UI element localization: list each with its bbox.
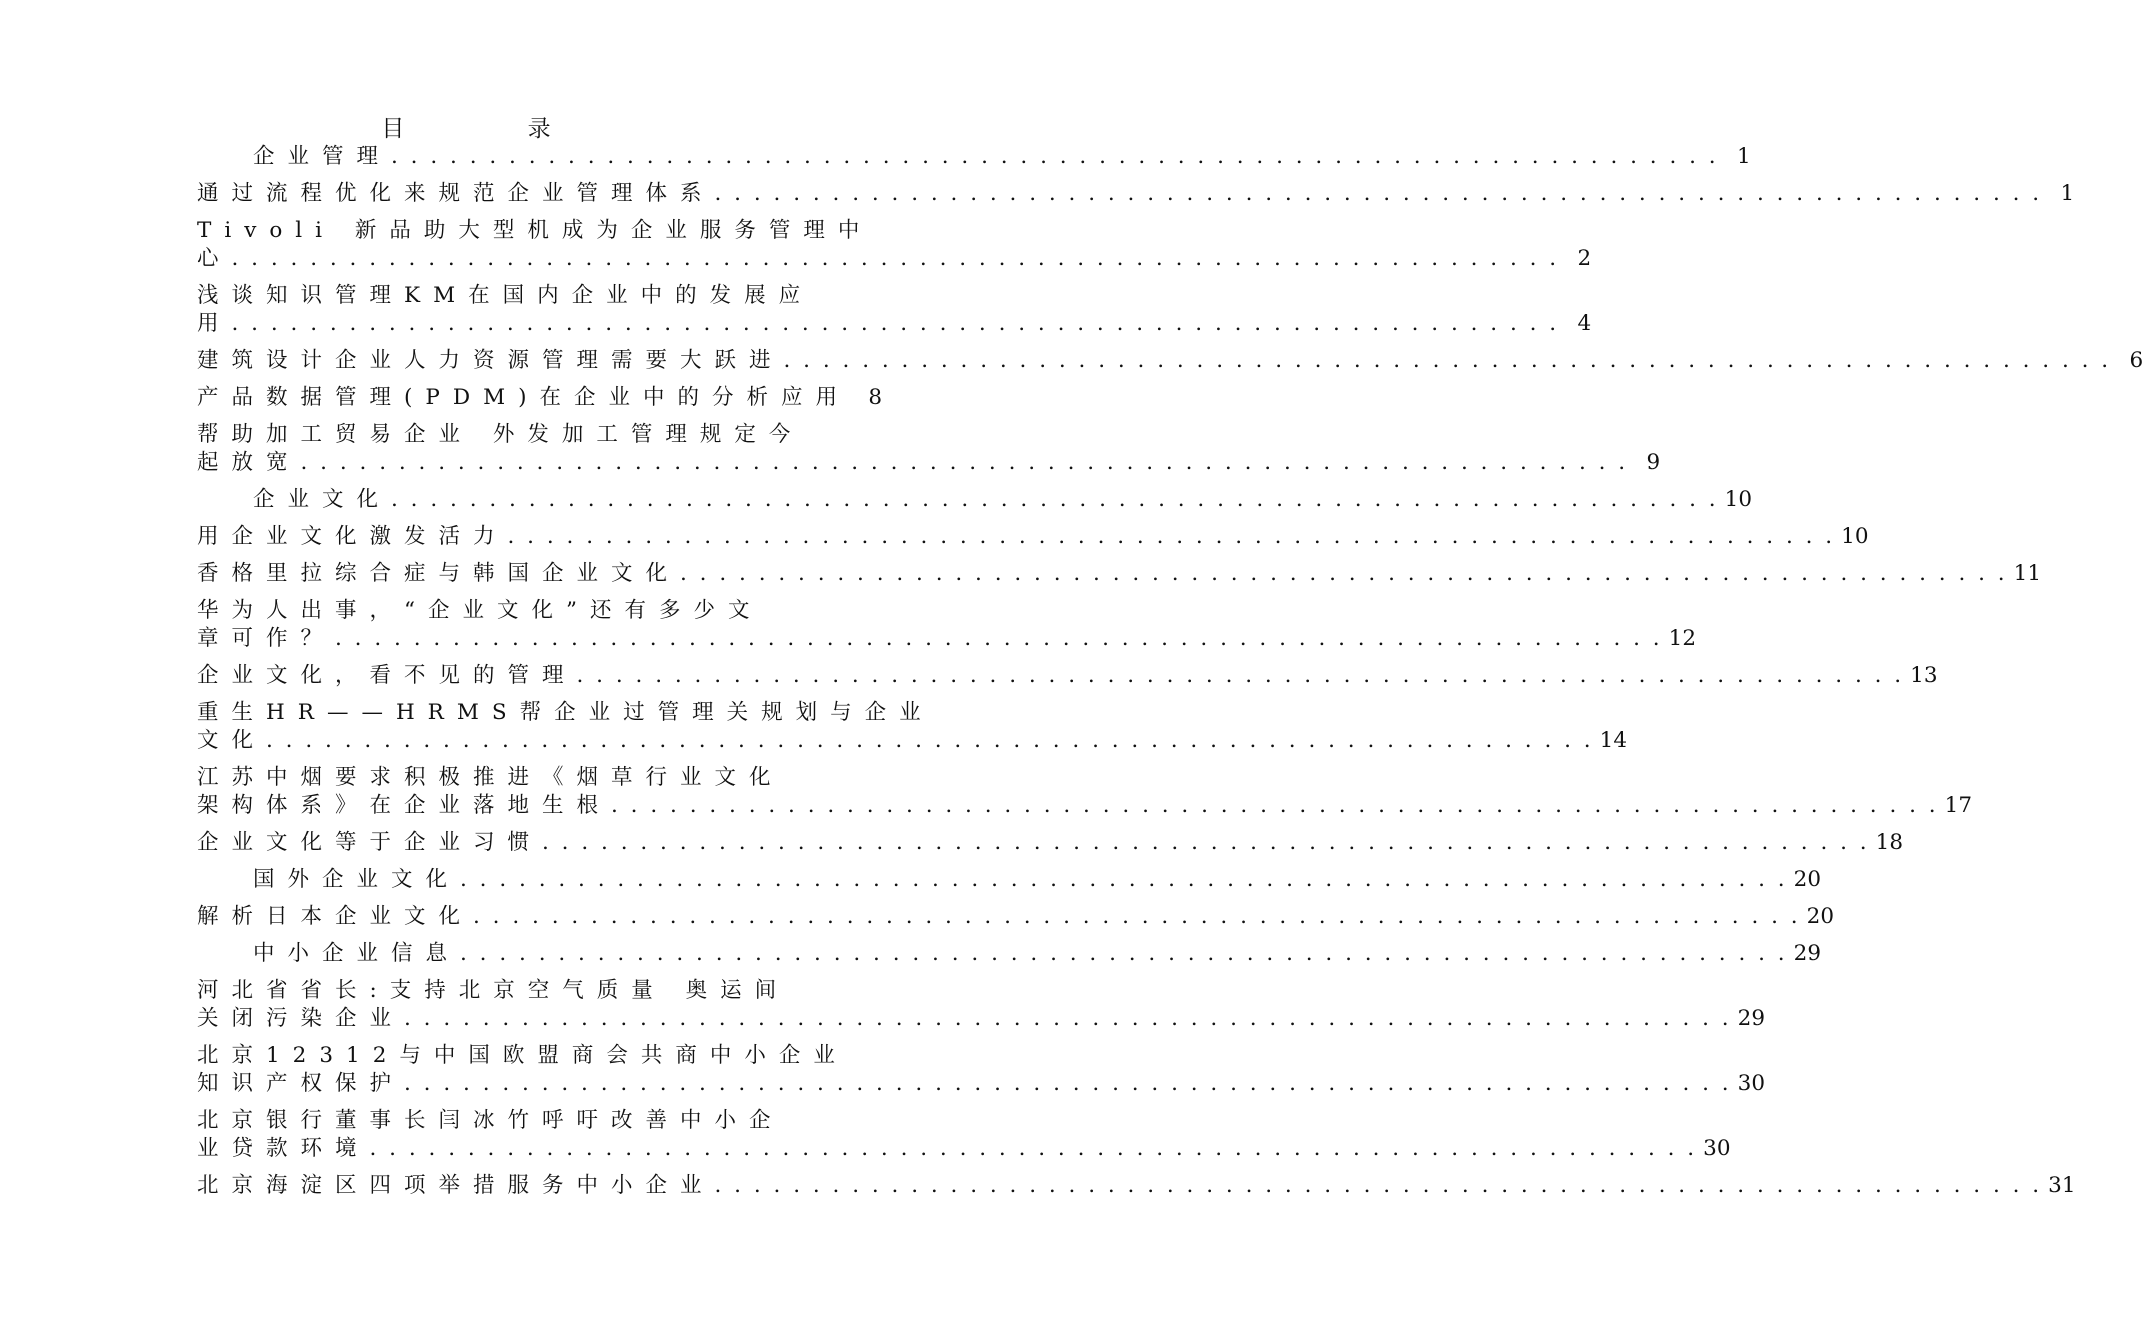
toc-leader-dots: . . . . . . . . . . . . . . . . . . . . . . . . . . . . . . . . . . . . . . . . . . . . . . . . . . . . . . . . . . . . . . . . . . . .	[507, 524, 1836, 549]
toc-entry-title: 企业文化	[253, 487, 392, 512]
toc-leader-dots: . . . . . . . . . . . . . . . . . . . . . . . . . . . . . . . . . . . . . . . . . . . . . . . . . . . . . . . . . . . . . . . . . . . .	[300, 450, 1629, 475]
toc-entry-title: 建筑设计企业人力资源管理需要大跃进	[197, 348, 784, 373]
toc-entry-title: 心	[197, 246, 232, 271]
toc-entry-title: 企业文化，看不见的管理	[197, 663, 577, 688]
toc-leader-dots: . . . . . . . . . . . . . . . . . . . . . . . . . . . . . . . . . . . . . . . . . . . . . . . . . . . . . . . . . . . . . . . . . . . .	[714, 1173, 2043, 1198]
toc-page-number: 10	[1841, 524, 1869, 549]
toc-page-number: 2	[1577, 246, 1592, 271]
toc-page-number: 10	[1724, 487, 1752, 512]
toc-leader-dots: . . . . . . . . . . . . . . . . . . . . . . . . . . . . . . . . . . . . . . . . . . . . . . . . . . . . . . . . . . . . . . . . . . . .	[231, 246, 1560, 271]
toc-page-number: 18	[1875, 830, 1903, 855]
toc-page-number: 30	[1703, 1136, 1731, 1161]
toc-entry-title: 架构体系》在企业落地生根	[197, 793, 612, 818]
toc-page-number: 30	[1737, 1071, 1765, 1096]
toc-page-number: 29	[1737, 1006, 1765, 1031]
toc-leader-dots: . . . . . . . . . . . . . . . . . . . . . . . . . . . . . . . . . . . . . . . . . . . . . . . . . . . . . . . . . . . . . . . . . . . .	[460, 941, 1788, 966]
toc-entry-title: 用企业文化激发活力	[197, 524, 508, 549]
toc-entry[interactable]	[197, 662, 1938, 690]
toc-title: 目 录	[381, 116, 609, 142]
toc-leader-dots: . . . . . . . . . . . . . . . . . . . . . . . . . . . . . . . . . . . . . . . . . . . . . . . . . . . . . . . . . . . . . . . . . . . .	[680, 561, 2008, 586]
toc-leader-dots: . . . . . . . . . . . . . . . . . . . . . . . . . . . . . . . . . . . . . . . . . . . . . . . . . . . . . . . . . . . . . . . . . . . .	[231, 311, 1560, 336]
toc-entry-title-line1: 重生HR——HRMS帮企业过管理关规划与企业	[197, 700, 934, 725]
toc-leader-dots: . . . . . . . . . . . . . . . . . . . . . . . . . . . . . . . . . . . . . . . . . . . . . . . . . . . . . . . . . . . . . . . . . . . .	[783, 348, 2112, 373]
toc-leader-dots: . . . . . . . . . . . . . . . . . . . . . . . . . . . . . . . . . . . . . . . . . . . . . . . . . . . . . . . . . . . . . . . . . . . .	[460, 867, 1788, 892]
toc-entry-title: 企业管理	[253, 144, 392, 169]
toc-entry-title: 中小企业信息	[253, 941, 461, 966]
toc-entry-title-line1: 北京12312与中国欧盟商会共商中小企业	[197, 1043, 848, 1068]
toc-section-entry[interactable]	[197, 486, 1752, 514]
table-of-contents	[197, 143, 2143, 1200]
toc-section-entry[interactable]	[197, 866, 1821, 894]
toc-leader-dots: . . . . . . . . . . . . . . . . . . . . . . . . . . . . . . . . . . . . . . . . . . . . . . . . . . . . . . . . . . . . . . . . . . . .	[576, 663, 1905, 688]
toc-page-number: 11	[2013, 561, 2041, 586]
toc-entry[interactable]	[197, 597, 1696, 653]
toc-entry-title-line1: Tivoli 新品助大型机成为企业服务管理中	[197, 218, 873, 243]
toc-entry-title: 产品数据管理(PDM)在企业中的分析应用	[197, 385, 850, 410]
toc-entry[interactable]	[197, 560, 2041, 588]
toc-entry[interactable]	[197, 347, 2143, 375]
toc-entry[interactable]	[197, 282, 1592, 338]
toc-leader-dots: . . . . . . . . . . . . . . . . . . . . . . . . . . . . . . . . . . . . . . . . . . . . . . . . . . . . . . . . . . . . . . . . . . . .	[611, 793, 1939, 818]
toc-section-entry[interactable]	[197, 940, 1821, 968]
toc-entry[interactable]	[197, 699, 1627, 755]
toc-page-number: 20	[1806, 904, 1834, 929]
toc-leader-dots: . . . . . . . . . . . . . . . . . . . . . . . . . . . . . . . . . . . . . . . . . . . . . . . . . . . . . . . . . . . . . . . . . . . .	[542, 830, 1870, 855]
toc-leader-dots: . . . . . . . . . . . . . . . . . . . . . . . . . . . . . . . . . . . . . . . . . . . . . . . . . . . . . . . . . . . . . . . . . . . .	[391, 144, 1719, 169]
toc-entry-title: 知识产权保护	[197, 1071, 405, 1096]
toc-page-number: 1	[2060, 181, 2075, 206]
toc-page-number: 29	[1793, 941, 1821, 966]
toc-leader-dots: . . . . . . . . . . . . . . . . . . . . . . . . . . . . . . . . . . . . . . . . . . . . . . . . . . . . . . . . . . . . . . . . . . . .	[404, 1071, 1732, 1096]
toc-entry[interactable]	[197, 829, 1903, 857]
toc-entry-title: 关闭污染企业	[197, 1006, 405, 1031]
toc-entry-title-line1: 帮助加工贸易企业 外发加工管理规定今	[197, 422, 804, 447]
toc-leader-dots: . . . . . . . . . . . . . . . . . . . . . . . . . . . . . . . . . . . . . . . . . . . . . . . . . . . . . . . . . . . . . . . . . . . .	[714, 181, 2043, 206]
toc-entry-title: 企业文化等于企业习惯	[197, 830, 543, 855]
toc-page-number: 14	[1599, 728, 1627, 753]
toc-page-number: 4	[1577, 311, 1592, 336]
toc-entry-title-line1: 北京银行董事长闫冰竹呼吁改善中小企	[197, 1108, 784, 1133]
toc-entry-title-line1: 江苏中烟要求积极推进《烟草行业文化	[197, 765, 784, 790]
toc-entry-title: 香格里拉综合症与韩国企业文化	[197, 561, 681, 586]
toc-page-number: 1	[1736, 144, 1751, 169]
toc-entry[interactable]	[197, 523, 1869, 551]
toc-entry[interactable]	[197, 384, 882, 412]
toc-page-number: 9	[1646, 450, 1661, 475]
toc-entry-title: 起放宽	[197, 450, 301, 475]
toc-entry[interactable]	[197, 764, 1972, 820]
toc-entry-title: 章可作？	[197, 626, 336, 651]
toc-entry-title-line1: 河北省省长:支持北京空气质量 奥运间	[197, 978, 790, 1003]
toc-page-number: 17	[1944, 793, 1972, 818]
toc-leader-dots: . . . . . . . . . . . . . . . . . . . . . . . . . . . . . . . . . . . . . . . . . . . . . . . . . . . . . . . . . . . . . . . . . . . .	[369, 1136, 1698, 1161]
toc-entry[interactable]	[197, 1172, 2076, 1200]
toc-entry-title: 解析日本企业文化	[197, 904, 474, 929]
toc-entry[interactable]	[197, 217, 1592, 273]
toc-entry[interactable]	[197, 977, 1765, 1033]
toc-leader-dots: . . . . . . . . . . . . . . . . . . . . . . . . . . . . . . . . . . . . . . . . . . . . . . . . . . . . . . . . . . . . . . . . . . . .	[473, 904, 1801, 929]
toc-entry-title: 用	[197, 311, 232, 336]
toc-entry[interactable]	[197, 903, 1834, 931]
toc-entry-title: 通过流程优化来规范企业管理体系	[197, 181, 715, 206]
toc-leader-dots: . . . . . . . . . . . . . . . . . . . . . . . . . . . . . . . . . . . . . . . . . . . . . . . . . . . . . . . . . . . . . . . . . . . .	[391, 487, 1719, 512]
toc-entry[interactable]	[197, 180, 2075, 208]
toc-page-number: 20	[1793, 867, 1821, 892]
toc-leader-dots: . . . . . . . . . . . . . . . . . . . . . . . . . . . . . . . . . . . . . . . . . . . . . . . . . . . . . . . . . . . . . . . . . . . .	[335, 626, 1663, 651]
toc-entry[interactable]	[197, 1107, 1731, 1163]
toc-page-number: 13	[1910, 663, 1938, 688]
toc-leader-dots: . . . . . . . . . . . . . . . . . . . . . . . . . . . . . . . . . . . . . . . . . . . . . . . . . . . . . . . . . . . . . . . . . . . .	[266, 728, 1594, 753]
toc-page-number: 8	[868, 385, 882, 410]
toc-entry[interactable]	[197, 1042, 1765, 1098]
toc-leader-dots: . . . . . . . . . . . . . . . . . . . . . . . . . . . . . . . . . . . . . . . . . . . . . . . . . . . . . . . . . . . . . . . . . . . .	[404, 1006, 1732, 1031]
toc-entry-title: 文化	[197, 728, 267, 753]
toc-page-number: 12	[1668, 626, 1696, 651]
toc-section-entry[interactable]	[197, 143, 1751, 171]
toc-entry-title-line1: 浅谈知识管理KM在国内企业中的发展应	[197, 283, 814, 308]
toc-entry-title: 国外企业文化	[253, 867, 461, 892]
toc-entry-title-line1: 华为人出事，“企业文化”还有多少文	[197, 598, 763, 623]
toc-entry-title: 业贷款环境	[197, 1136, 370, 1161]
toc-page-number: 6	[2129, 348, 2143, 373]
toc-page-number: 31	[2048, 1173, 2076, 1198]
toc-entry[interactable]	[197, 421, 1661, 477]
toc-entry-title: 北京海淀区四项举措服务中小企业	[197, 1173, 715, 1198]
